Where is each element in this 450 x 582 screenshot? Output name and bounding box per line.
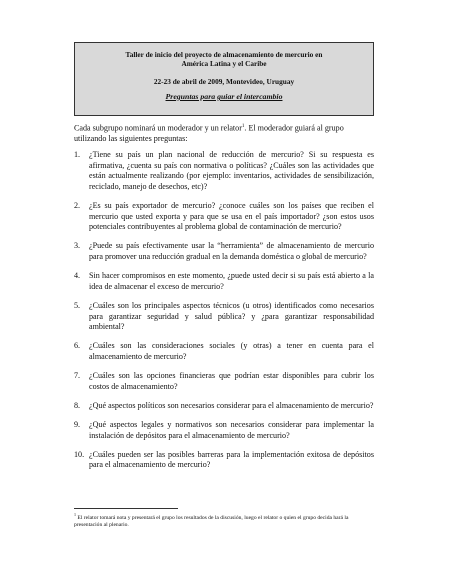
- question-text: ¿Tiene su país un plan nacional de reducción de mercurio? Si su respuesta es afirmativa, ¿cuenta su país con normativa o políticas? ¿Cuáles son las actividades que están actualmente realizando (por ejemplo: inventarios, actividades de sensibilización, reciclado, manejo de desechos, etc)?: [89, 150, 374, 191]
- intro-text-after: . El moderador guiará al grupo utilizando las siguientes preguntas:: [74, 123, 344, 144]
- question-text: ¿Cuáles son los principales aspectos técnicos (u otros) identificados como necesarios para garantizar seguridad y salud pública? y ¿para garantizar responsabilidad ambiental?: [89, 300, 374, 332]
- footnote: [74, 511, 374, 530]
- question-item: [74, 450, 374, 471]
- footnote-number: 1: [74, 512, 76, 517]
- footnote-marker: 1: [241, 124, 245, 129]
- question-number: 5.: [74, 300, 81, 310]
- question-text: ¿Qué aspectos políticos son necesarios considerar para el almacenamiento de mercurio?: [89, 400, 374, 410]
- question-text: ¿Cuáles son las opciones financieras que podrían estar disponibles para cubrir los costos de almacenamiento?: [89, 371, 374, 391]
- question-item: [74, 420, 374, 441]
- question-text: ¿Cuáles son las consideraciones sociales (y otras) a tener en cuenta para el almacenamiento de mercurio?: [89, 341, 374, 361]
- guide-questions-title: Preguntas para guiar el intercambio: [165, 92, 283, 101]
- question-item: [74, 401, 374, 412]
- intro-text-before: Cada subgrupo nominará un moderador y un relator: [74, 123, 242, 133]
- question-number: 10.: [74, 449, 85, 459]
- footnote-text: El relator tomará nota y presentará el grupo los resultados de la discusión, luego el relator o quien el grupo decida hará la presentación al plenario.: [74, 514, 349, 529]
- questions-list: [74, 150, 374, 480]
- question-item: [74, 241, 374, 262]
- question-item: [74, 201, 374, 233]
- question-number: 1.: [74, 150, 81, 159]
- question-number: 9.: [74, 420, 81, 430]
- question-text: ¿Cuáles pueden ser las posibles barreras para la implementación exitosa de depósitos para el almacenamiento de mercurio?: [89, 449, 374, 470]
- intro-paragraph: [74, 122, 374, 145]
- question-item: [74, 271, 374, 292]
- question-item: [74, 341, 374, 362]
- footnote-divider: [74, 508, 178, 509]
- question-number: 3.: [74, 241, 81, 251]
- question-number: 7.: [74, 371, 81, 381]
- workshop-title-line2: América Latina y el Caribe: [181, 59, 267, 68]
- workshop-title-line1: Taller de inicio del proyecto de almacenamiento de mercurio en: [125, 50, 323, 59]
- question-number: 2.: [74, 200, 81, 210]
- question-number: 6.: [74, 341, 81, 351]
- question-item: [74, 150, 374, 192]
- question-item: [74, 301, 374, 333]
- workshop-date-location: 22-23 de abril de 2009, Montevideo, Uruguay: [153, 77, 295, 86]
- question-text: ¿Es su país exportador de mercurio? ¿conoce cuáles son los países que reciben el mercurio que usted exporta y para que se usa en el país importador? ¿son estos usos potenciales contribuyentes al problema global de contaminación de mercurio?: [89, 200, 374, 232]
- question-text: Sin hacer compromisos en este momento, ¿puede usted decir si su país está abierto a la idea de almacenar el exceso de mercurio?: [89, 271, 374, 291]
- question-text: ¿Qué aspectos legales y normativos son necesarios considerar para implementar la instalación de depósitos para el almacenamiento de mercurio?: [89, 420, 374, 440]
- header-box: [74, 42, 374, 116]
- question-item: [74, 371, 374, 392]
- question-number: 4.: [74, 271, 81, 281]
- question-number: 8.: [74, 400, 81, 410]
- question-text: ¿Puede su país efectivamente usar la “herramienta” de almacenamiento de mercurio para promover una reducción gradual en la demanda doméstica o global de mercurio?: [89, 241, 374, 261]
